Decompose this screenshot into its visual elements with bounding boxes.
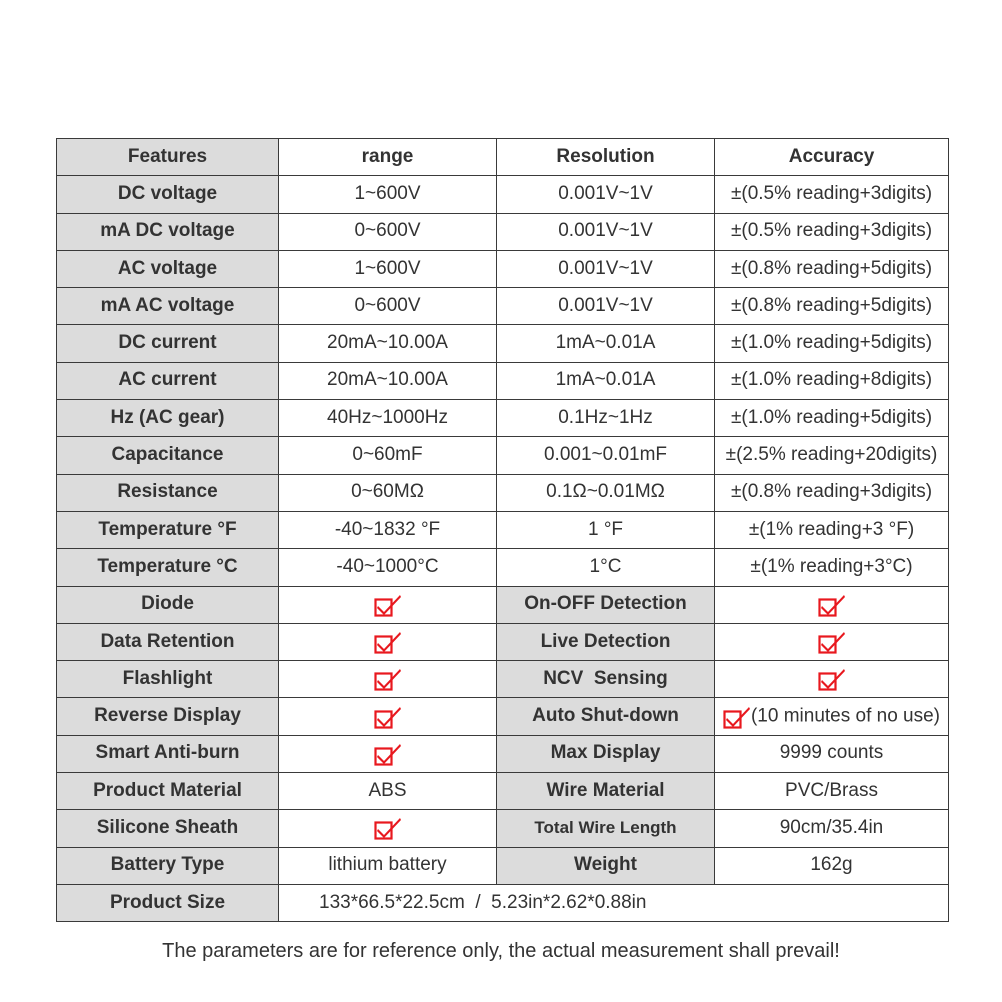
resolution-cell: 0.001V~1V bbox=[497, 250, 715, 287]
feature-cell: Capacitance bbox=[57, 437, 279, 474]
max-display-label: Max Display bbox=[497, 735, 715, 772]
checkmark-icon bbox=[374, 816, 402, 840]
on-off-detection-check bbox=[715, 586, 949, 623]
range-cell: 40Hz~1000Hz bbox=[279, 400, 497, 437]
resolution-cell: 0.001V~1V bbox=[497, 213, 715, 250]
table-row bbox=[57, 325, 949, 362]
weight-value: 162g bbox=[715, 847, 949, 884]
data-retention-check bbox=[279, 623, 497, 660]
accuracy-cell: ±(0.5% reading+3digits) bbox=[715, 213, 949, 250]
auto-shutdown-check bbox=[715, 698, 949, 735]
range-cell: 1~600V bbox=[279, 250, 497, 287]
table-row bbox=[57, 250, 949, 287]
range-cell: 20mA~10.00A bbox=[279, 325, 497, 362]
resolution-cell: 1mA~0.01A bbox=[497, 362, 715, 399]
accuracy-cell: ±(0.8% reading+5digits) bbox=[715, 250, 949, 287]
table-row bbox=[57, 288, 949, 325]
table-row bbox=[57, 623, 949, 660]
wire-material-label: Wire Material bbox=[497, 773, 715, 810]
flashlight-check bbox=[279, 661, 497, 698]
table-row bbox=[57, 847, 949, 884]
checkmark-icon bbox=[374, 742, 402, 766]
footer-disclaimer: The parameters are for reference only, the actual measurement shall prevail! bbox=[162, 940, 840, 962]
reverse-display-check bbox=[279, 698, 497, 735]
table-row bbox=[57, 661, 949, 698]
accuracy-cell: ±(1.0% reading+5digits) bbox=[715, 400, 949, 437]
accuracy-cell: ±(1% reading+3 °F) bbox=[715, 511, 949, 548]
total-wire-length-value: 90cm/35.4in bbox=[715, 810, 949, 847]
product-size-value: 133*66.5*22.5cm / 5.23in*2.62*0.88in bbox=[279, 884, 949, 921]
resolution-cell: 1 °F bbox=[497, 511, 715, 548]
ncv-sensing-label: NCV Sensing bbox=[497, 661, 715, 698]
header-accuracy: Accuracy bbox=[715, 139, 949, 176]
range-cell: -40~1000°C bbox=[279, 549, 497, 586]
weight-label: Weight bbox=[497, 847, 715, 884]
feature-cell: Resistance bbox=[57, 474, 279, 511]
silicone-sheath-label: Silicone Sheath bbox=[57, 810, 279, 847]
table-row bbox=[57, 773, 949, 810]
checkmark-icon bbox=[818, 593, 846, 617]
wire-material-value: PVC/Brass bbox=[715, 773, 949, 810]
checkmark-icon bbox=[723, 705, 751, 729]
measurement-rows bbox=[57, 176, 949, 586]
feature-cell: Temperature °C bbox=[57, 549, 279, 586]
table-row bbox=[57, 549, 949, 586]
resolution-cell: 0.1Ω~0.01MΩ bbox=[497, 474, 715, 511]
auto-shutdown-label: Auto Shut-down bbox=[497, 698, 715, 735]
checkmark-icon bbox=[374, 667, 402, 691]
live-detection-label: Live Detection bbox=[497, 623, 715, 660]
table-row bbox=[57, 698, 949, 735]
resolution-cell: 0.001~0.01mF bbox=[497, 437, 715, 474]
accuracy-cell: ±(0.8% reading+3digits) bbox=[715, 474, 949, 511]
live-detection-check bbox=[715, 623, 949, 660]
flashlight-label: Flashlight bbox=[57, 661, 279, 698]
checkmark-icon bbox=[374, 593, 402, 617]
feature-cell: AC current bbox=[57, 362, 279, 399]
battery-type-value: lithium battery bbox=[279, 847, 497, 884]
header-resolution: Resolution bbox=[497, 139, 715, 176]
accuracy-cell: ±(1.0% reading+8digits) bbox=[715, 362, 949, 399]
resolution-cell: 0.1Hz~1Hz bbox=[497, 400, 715, 437]
range-cell: 0~60MΩ bbox=[279, 474, 497, 511]
feature-cell: mA AC voltage bbox=[57, 288, 279, 325]
table-row bbox=[57, 586, 949, 623]
feature-cell: AC voltage bbox=[57, 250, 279, 287]
resolution-cell: 0.001V~1V bbox=[497, 288, 715, 325]
auto-shutdown-note: (10 minutes of no use) bbox=[750, 705, 941, 727]
feature-cell: DC voltage bbox=[57, 176, 279, 213]
table-row bbox=[57, 810, 949, 847]
max-display-value: 9999 counts bbox=[715, 735, 949, 772]
resolution-cell: 1mA~0.01A bbox=[497, 325, 715, 362]
table-row bbox=[57, 474, 949, 511]
battery-type-label: Battery Type bbox=[57, 847, 279, 884]
accuracy-cell: ±(0.5% reading+3digits) bbox=[715, 176, 949, 213]
feature-cell: mA DC voltage bbox=[57, 213, 279, 250]
header-features: Features bbox=[57, 139, 279, 176]
range-cell: 0~60mF bbox=[279, 437, 497, 474]
table-row bbox=[57, 735, 949, 772]
smart-anti-burn-check bbox=[279, 735, 497, 772]
diode-label: Diode bbox=[57, 586, 279, 623]
ncv-sensing-check bbox=[715, 661, 949, 698]
accuracy-cell: ±(1% reading+3°C) bbox=[715, 549, 949, 586]
reverse-display-label: Reverse Display bbox=[57, 698, 279, 735]
range-cell: 20mA~10.00A bbox=[279, 362, 497, 399]
data-retention-label: Data Retention bbox=[57, 623, 279, 660]
range-cell: -40~1832 °F bbox=[279, 511, 497, 548]
product-size-label: Product Size bbox=[57, 884, 279, 921]
header-range: range bbox=[279, 139, 497, 176]
feature-cell: DC current bbox=[57, 325, 279, 362]
resolution-cell: 0.001V~1V bbox=[497, 176, 715, 213]
checkmark-icon bbox=[818, 630, 846, 654]
accuracy-cell: ±(0.8% reading+5digits) bbox=[715, 288, 949, 325]
product-material-value: ABS bbox=[279, 773, 497, 810]
smart-anti-burn-label: Smart Anti-burn bbox=[57, 735, 279, 772]
product-material-label: Product Material bbox=[57, 773, 279, 810]
spec-table bbox=[56, 138, 949, 922]
table-row bbox=[57, 400, 949, 437]
silicone-sheath-check bbox=[279, 810, 497, 847]
table-row bbox=[57, 362, 949, 399]
on-off-detection-label: On-OFF Detection bbox=[497, 586, 715, 623]
table-row bbox=[57, 437, 949, 474]
checkmark-icon bbox=[818, 667, 846, 691]
total-wire-length-label: Total Wire Length bbox=[497, 810, 715, 847]
diode-check bbox=[279, 586, 497, 623]
range-cell: 1~600V bbox=[279, 176, 497, 213]
feature-cell: Hz (AC gear) bbox=[57, 400, 279, 437]
checkmark-icon bbox=[374, 705, 402, 729]
accuracy-cell: ±(2.5% reading+20digits) bbox=[715, 437, 949, 474]
range-cell: 0~600V bbox=[279, 288, 497, 325]
header-row bbox=[57, 139, 949, 176]
resolution-cell: 1°C bbox=[497, 549, 715, 586]
feature-cell: Temperature °F bbox=[57, 511, 279, 548]
table-row bbox=[57, 511, 949, 548]
range-cell: 0~600V bbox=[279, 213, 497, 250]
checkmark-icon bbox=[374, 630, 402, 654]
table-row bbox=[57, 213, 949, 250]
accuracy-cell: ±(1.0% reading+5digits) bbox=[715, 325, 949, 362]
table-row bbox=[57, 884, 949, 921]
table-row bbox=[57, 176, 949, 213]
